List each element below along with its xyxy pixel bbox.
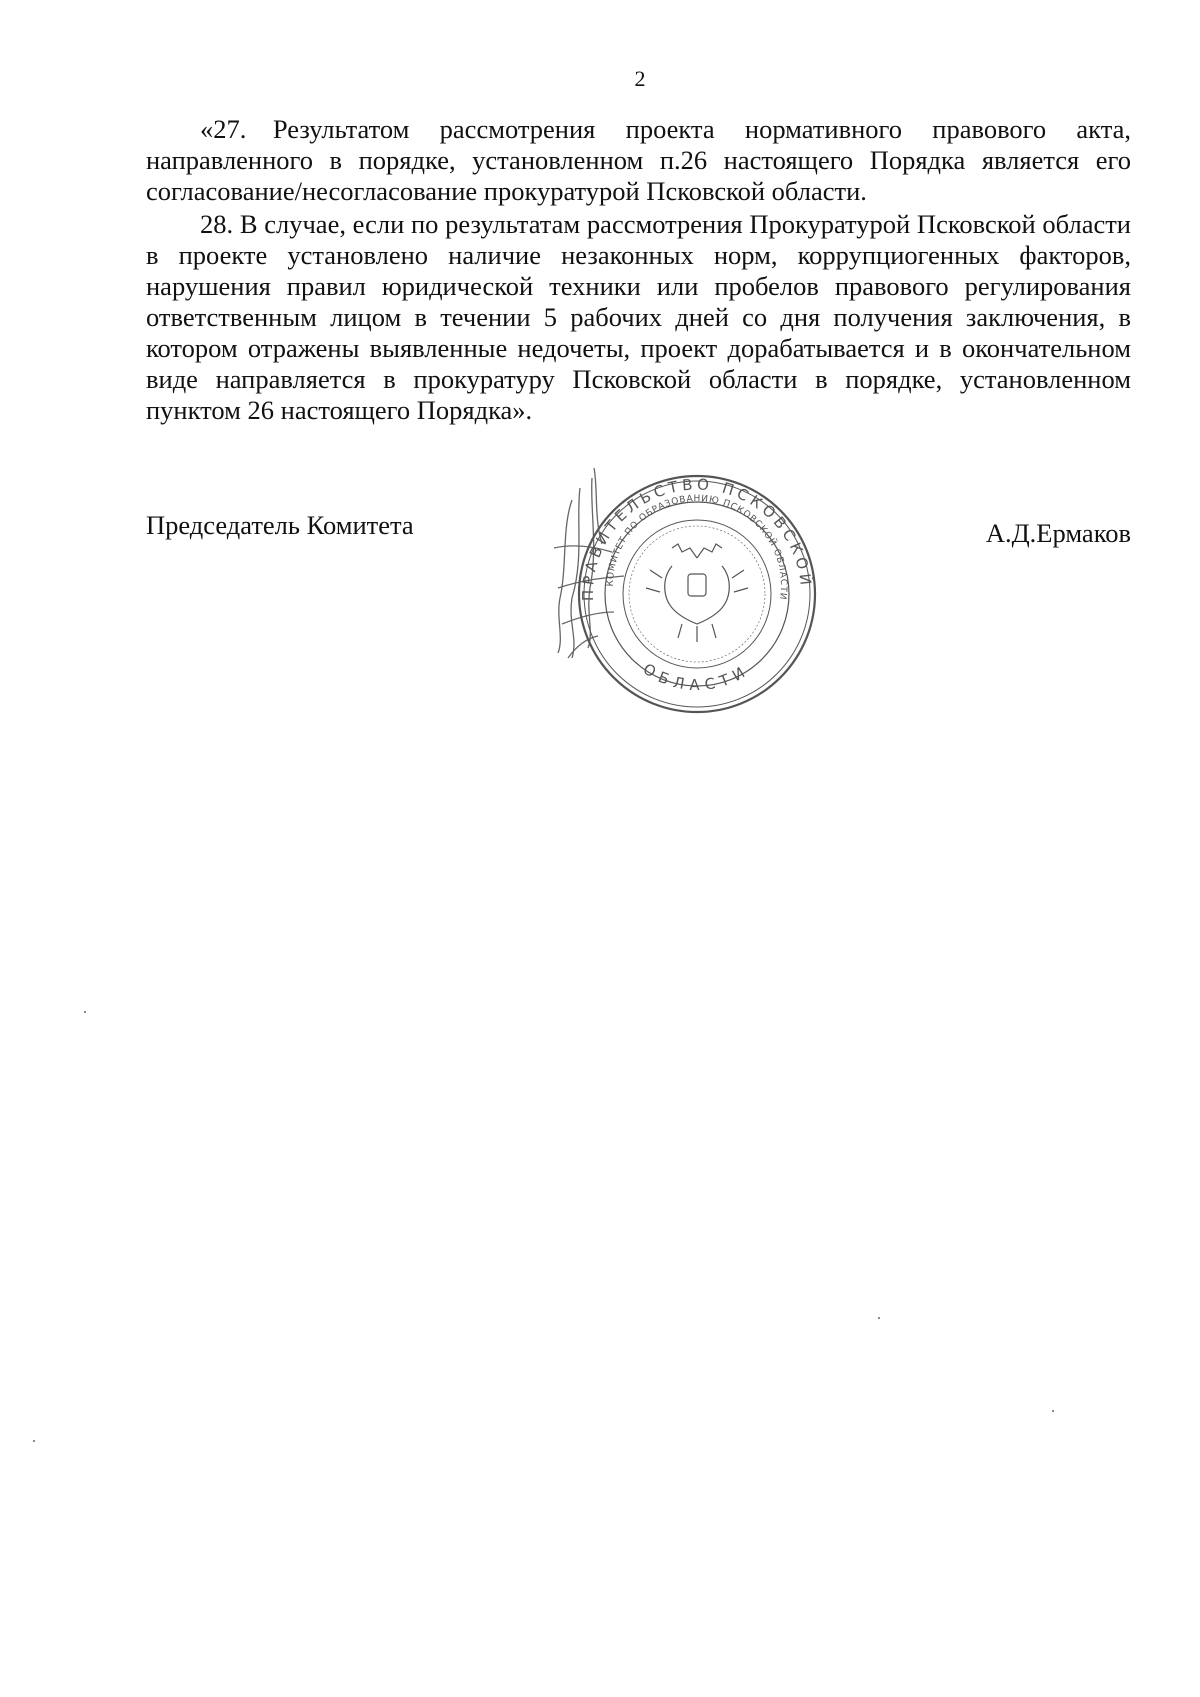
official-seal-stamp: [532, 448, 862, 716]
scan-speck: [33, 1440, 35, 1442]
scan-speck: [878, 1317, 880, 1319]
scan-speck: [84, 1011, 86, 1013]
svg-text:ПРАВИТЕЛЬСТВО ПСКОВСКОЙ: ПРАВИТЕЛЬСТВО ПСКОВСКОЙ: [578, 475, 816, 602]
signatory-name: А.Д.Ермаков: [985, 518, 1131, 548]
page-number: 2: [634, 66, 646, 91]
document-body: [146, 114, 1131, 426]
scan-speck: [1052, 1410, 1054, 1412]
paragraph-28: 28. В случае, если по результатам рассмотрения Прокуратурой Псковской области в проекте установлено наличие незаконных норм, коррупциогенных факторов, нарушения правил юридической техники или пробелов правового регулирования ответственным лицом в течении 5 рабочих дней со дня получения заключения, в котором отражены выявленные недочеты, проект дорабатывается и в окончательном виде направляется в прокуратуру Псковской области в порядке, установленном пунктом 26 настоящего Порядка».: [146, 209, 1131, 425]
coat-of-arms-emblem: [646, 544, 748, 642]
svg-text:КОМИТЕТ ПО ОБРАЗОВАНИЮ ПСКОВСК: КОМИТЕТ ПО ОБРАЗОВАНИЮ ПСКОВСКОЙ ОБЛАСТИ: [605, 494, 789, 601]
svg-text:ОБЛАСТИ: ОБЛАСТИ: [639, 659, 754, 695]
signatory-title: Председатель Комитета: [146, 510, 414, 540]
paragraph-27: «27. Результатом рассмотрения проекта нормативного правового акта, направленного в порядке, установленном п.26 настоящего Порядка является его согласование/несогласование прокуратурой Псковской области.: [146, 114, 1131, 206]
